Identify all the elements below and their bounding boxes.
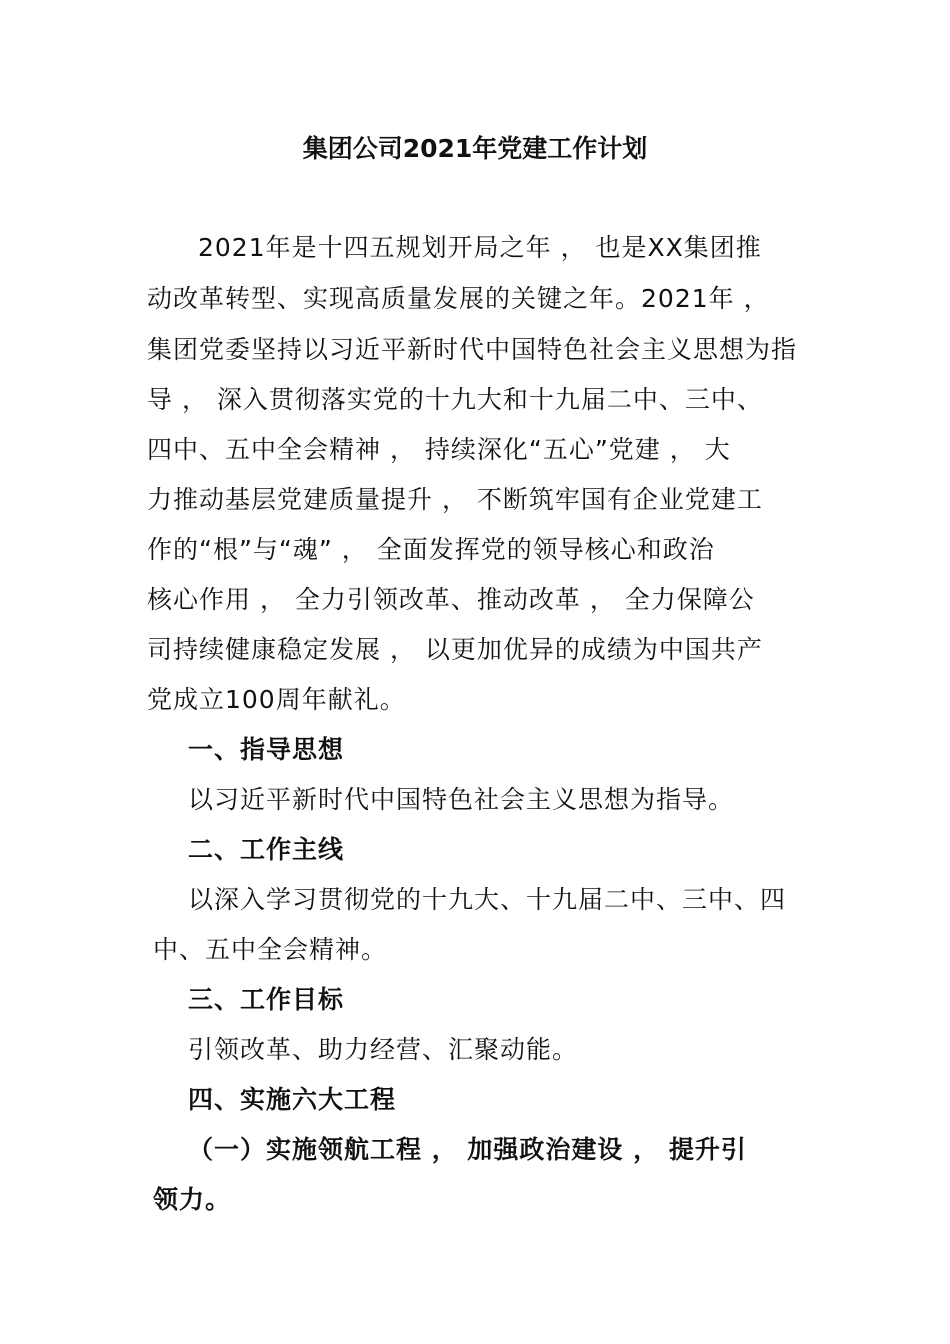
section-heading-guiding-ideology: 一、指导思想 [188, 735, 345, 764]
section-heading-goals: 三、工作目标 [188, 985, 345, 1014]
section-text-main-line-2: 中、五中全会精神。 [153, 935, 388, 964]
section-heading-six-projects: 四、实施六大工程 [188, 1085, 397, 1114]
intro-line-8: 核心作用 ， 全力引领改革、推动改革 ， 全力保障公 [147, 585, 755, 614]
intro-line-10: 党成立100周年献礼。 [147, 685, 406, 714]
section-heading-main-line: 二、工作主线 [188, 835, 345, 864]
section-text-goals: 引领改革、助力经营、汇聚动能。 [188, 1035, 579, 1064]
intro-line-6: 力推动基层党建质量提升 ， 不断筑牢国有企业党建工 [147, 485, 763, 514]
intro-line-3: 集团党委坚持以习近平新时代中国特色社会主义思想为指 [147, 335, 798, 364]
document-title: 集团公司2021年党建工作计划 [302, 134, 648, 163]
intro-line-9: 司持续健康稳定发展 ， 以更加优异的成绩为中国共产 [147, 635, 763, 664]
subsection-heading-line-2: 领力。 [153, 1185, 232, 1214]
subsection-heading-line-1: （一）实施领航工程 ， 加强政治建设 ， 提升引 [188, 1135, 747, 1164]
intro-line-4: 导 ， 深入贯彻落实党的十九大和十九届二中、三中、 [147, 385, 763, 414]
intro-line-1: 2021年是十四五规划开局之年 ， 也是XX集团推 [198, 233, 762, 262]
section-text-main-line-1: 以深入学习贯彻党的十九大、十九届二中、三中、四 [188, 885, 787, 914]
section-text-guiding-ideology: 以习近平新时代中国特色社会主义思想为指导。 [188, 785, 735, 814]
intro-line-5: 四中、五中全会精神 ， 持续深化“五心”党建 ， 大 [147, 435, 731, 464]
intro-line-2: 动改革转型、实现高质量发展的关键之年。2021年 ， [147, 284, 770, 313]
intro-line-7: 作的“根”与“魂” ， 全面发挥党的领导核心和政治 [147, 535, 715, 564]
